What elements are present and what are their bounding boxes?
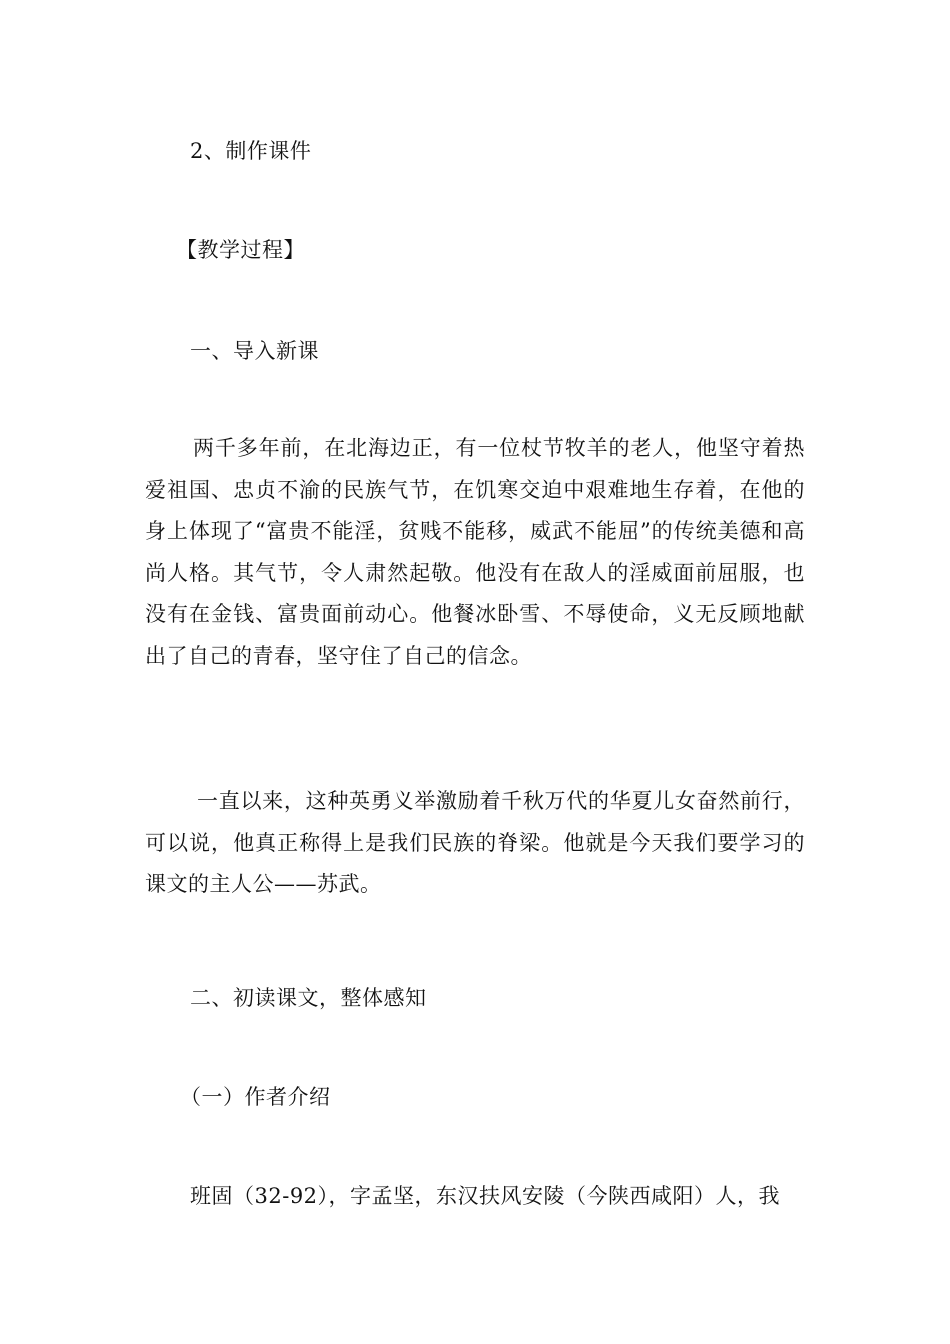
- author-intro-heading: （一）作者介绍: [180, 1085, 331, 1109]
- section-two-heading: 二、初读课文，整体感知: [190, 986, 427, 1010]
- intro-paragraph-one: 两千多年前，在北海边正，有一位杖节牧羊的老人，他坚守着热爱祖国、忠贞不渝的民族气节，在饥寒交迫中艰难地生存着，在他的身上体现了“富贵不能淫，贫贱不能移，威武不能屈”的传统美德和高尚人格。其气节，令人肃然起敬。他没有在敌人的淫威面前屈服，也没有在金钱、富贵面前动心。他餐冰卧雪、不辱使命，义无反顾地献出了自己的青春，坚守住了自己的信念。: [145, 436, 805, 668]
- section-one-heading: 一、导入新课: [190, 339, 319, 363]
- item-make-courseware: 2、制作课件: [190, 139, 312, 163]
- teaching-process-heading: 【教学过程】: [176, 238, 305, 262]
- intro-paragraph-two: 一直以来，这种英勇义举激励着千秋万代的华夏儿女奋然前行，可以说，他真正称得上是我们民族的脊梁。他就是今天我们要学习的课文的主人公——苏武。: [145, 789, 805, 896]
- author-intro-line: 班固（32-92），字孟坚，东汉扶风安陵（今陕西咸阳）人，我: [190, 1184, 781, 1208]
